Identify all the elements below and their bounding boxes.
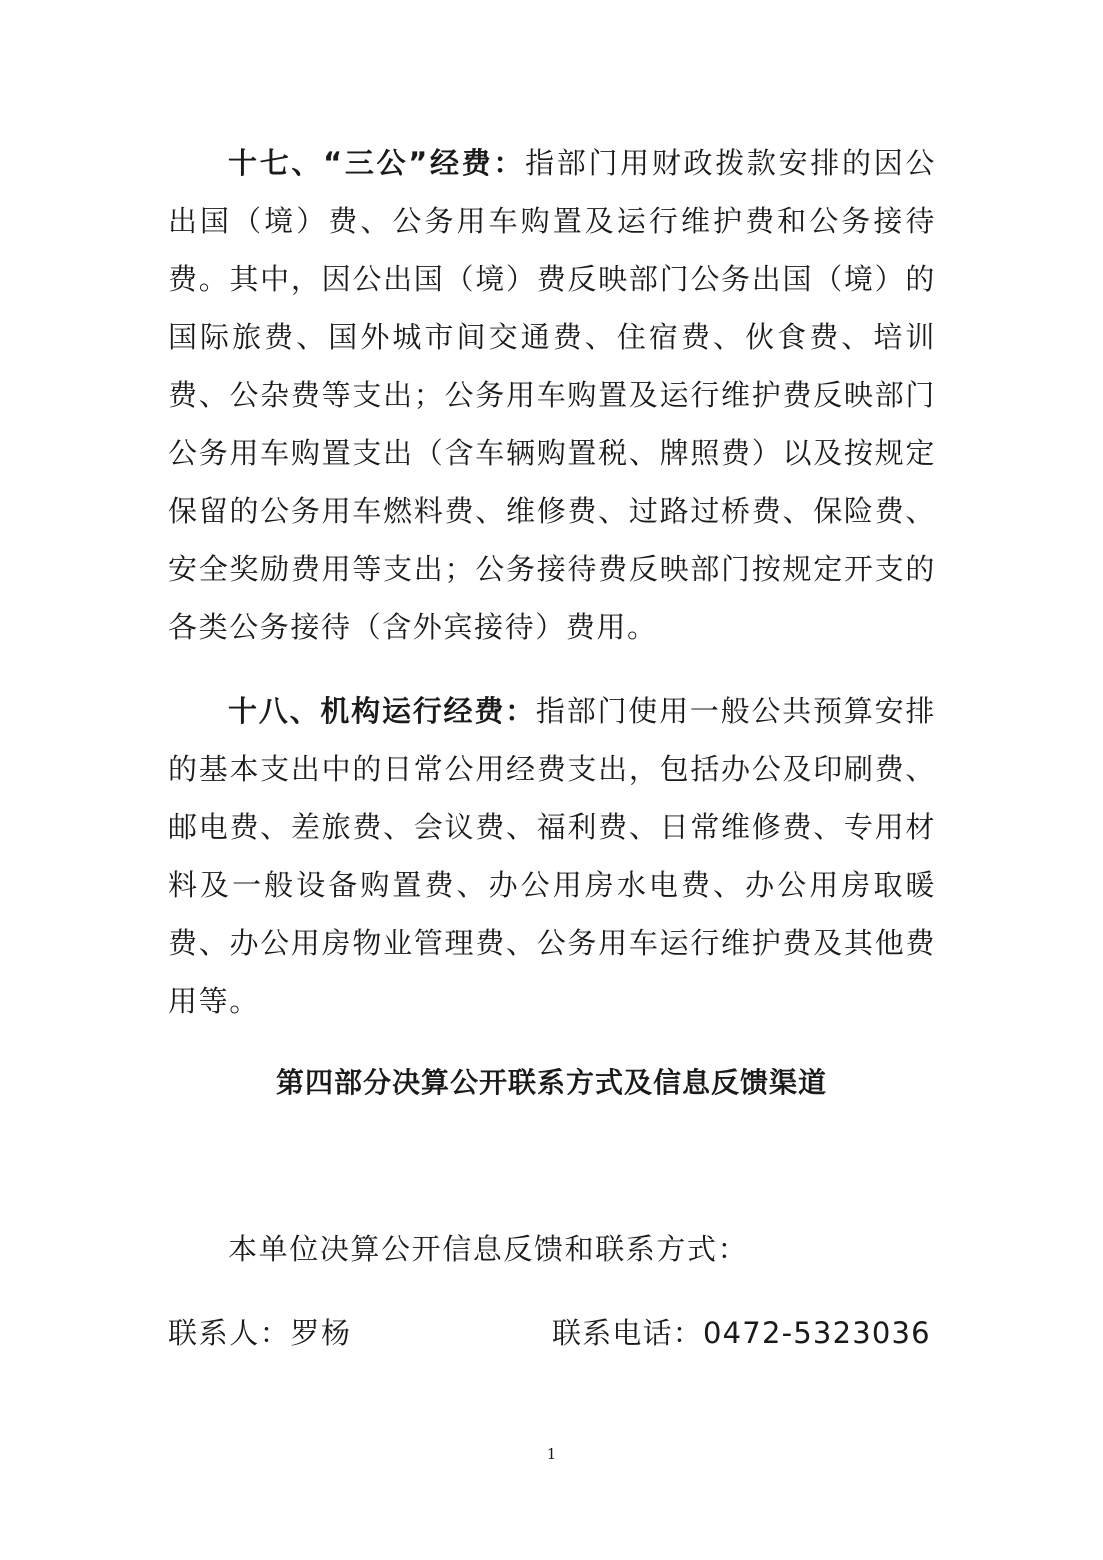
term-three-public-expenses: 十七、“三公”经费：: [228, 146, 526, 180]
term-operating-expenses: 十八、机构运行经费：: [228, 694, 536, 728]
contact-intro: 本单位决算公开信息反馈和联系方式：: [228, 1232, 749, 1266]
definition-three-public-expenses: 指部门用财政拨款安排的因公出国（境）费、公务用车购置及运行维护费和公务接待费。其中，因公出国（境）费反映部门公务出国（境）的国际旅费、国外城市间交通费、住宿费、伙食费、培训费、公杂费等支出；公务用车购置及运行维护费反映部门公务用车购置支出（含车辆购置税、牌照费）以及按规定保留的公务用车燃料费、维修费、过路过桥费、保险费、安全奖励费用等支出；公务接待费反映部门按规定开支的各类公务接待（含外宾接待）费用。: [168, 146, 936, 644]
section-heading: 第四部分决算公开联系方式及信息反馈渠道: [275, 1066, 827, 1099]
contact-phone: 联系电话：0472-5323036: [552, 1316, 931, 1350]
contact-person: 联系人：罗杨: [168, 1316, 352, 1350]
definition-operating-expenses: 指部门使用一般公共预算安排的基本支出中的日常公用经费支出，包括办公及印刷费、邮电费、差旅费、会议费、福利费、日常维修费、专用材料及一般设备购置费、办公用房水电费、办公用房取暖费、办公用房物业管理费、公务用车运行维护费及其他费用等。: [168, 694, 936, 1018]
page-number: 1: [546, 1445, 557, 1463]
paragraph-operating-expenses: [168, 682, 936, 1030]
paragraph-three-public-expenses: [168, 134, 936, 656]
